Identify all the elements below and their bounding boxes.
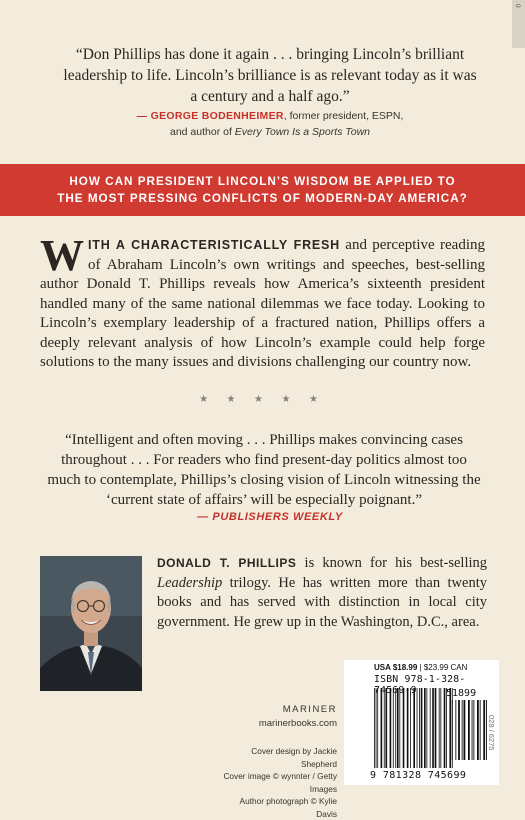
ean-barcode-bar xyxy=(385,688,387,768)
ean-barcode-bar xyxy=(403,688,405,768)
ean-barcode-bar xyxy=(424,688,426,768)
ean-barcode-bar xyxy=(390,688,392,768)
drop-cap: W xyxy=(40,231,84,280)
ean-barcode-bar xyxy=(421,688,423,768)
ean-barcode-bar xyxy=(419,688,420,768)
addon-barcode-bar xyxy=(458,700,460,760)
review-quote: “Intelligent and often moving . . . Phillips makes convincing cases throughout . . . For readers who find present-day politics almost too much to contemplate, Phillips’s closing vision of Lincoln witnessing the ‘current state of affairs’ will be especially poignant.” xyxy=(47,432,481,508)
addon-barcode-bar xyxy=(455,700,456,760)
ean-barcode-bar xyxy=(407,688,409,768)
author-photo xyxy=(40,556,142,691)
top-endorsement-quote: “Don Phillips has done it again . . . bringing Lincoln’s brilliant leadership to life. Lincoln’s brilliance is as relevant today as it was a century and a half ago.” xyxy=(63,46,477,105)
cover-credits xyxy=(217,745,337,820)
addon-barcode-bar xyxy=(473,700,474,760)
spine-edge-code: 028 / 6275 xyxy=(487,715,496,751)
banner-line-1: HOW CAN PRESIDENT LINCOLN’S WISDOM BE APPLIED TO xyxy=(69,175,456,188)
lead-in-caps: ITH A CHARACTERISTICALLY FRESH xyxy=(88,238,341,252)
top-endorsement-attribution xyxy=(60,108,480,140)
author-bio xyxy=(157,554,487,632)
addon-barcode-bar xyxy=(480,700,481,760)
addon-barcode-bar xyxy=(452,700,453,760)
ean-digits: 9 781328 745699 xyxy=(370,770,467,781)
ean-barcode-bar xyxy=(384,688,385,768)
bio-text-2: trilogy. He has written more than twenty books and has served with distinction in local city government. He grew up in the Washington, D.C., area. xyxy=(157,574,487,630)
publisher-block xyxy=(237,703,337,731)
addon-barcode-bar xyxy=(450,700,451,760)
question-banner xyxy=(0,164,525,216)
ean-barcode-bar xyxy=(432,688,434,768)
bio-book-title: Leadership xyxy=(157,574,223,591)
ean-barcode-bar xyxy=(444,688,446,768)
ean-barcode-bar xyxy=(395,688,396,768)
ean-barcode-bar xyxy=(446,688,447,768)
publisher-name: MARINER xyxy=(282,704,337,715)
description-body xyxy=(40,231,485,373)
ean-barcode-bar xyxy=(440,688,441,768)
price-can: | $23.99 CAN xyxy=(417,663,468,672)
author-name: DONALD T. PHILLIPS xyxy=(157,556,297,570)
banner-text xyxy=(30,173,495,207)
ean-barcode-bar xyxy=(381,688,383,768)
addon-barcode-bar xyxy=(462,700,463,760)
publisher-url: marinerbooks.com xyxy=(258,718,337,729)
ean-barcode-bar xyxy=(399,688,400,768)
credit-design: Cover design by Jackie Shepherd xyxy=(251,746,337,769)
banner-line-2: THE MOST PRESSING CONFLICTS OF MODERN-DAY AMERICA? xyxy=(57,192,468,205)
ean-barcode-bar xyxy=(393,688,394,768)
addon-barcode-bar xyxy=(464,700,466,760)
price-line xyxy=(374,663,496,672)
ean-barcode-bar xyxy=(426,688,427,768)
ean-barcode-bar xyxy=(397,688,399,768)
attribution-line-1 xyxy=(60,108,480,124)
bio-text-1: is known for his best-selling xyxy=(296,555,487,571)
review-attribution: — PUBLISHERS WEEKLY xyxy=(197,511,343,523)
star-divider: ★ ★ ★ ★ ★ xyxy=(199,394,326,405)
endorser-book-title: Every Town Is a Sports Town xyxy=(234,126,370,138)
ean-barcode-bar xyxy=(413,688,415,768)
credit-image: Cover image © wynnter / Getty Images xyxy=(223,771,337,794)
barcode-panel xyxy=(344,660,499,785)
addon-barcode-bar xyxy=(468,700,470,760)
description-text: and perceptive reading of Abraham Lincoln’s own writings and speeches, best-selling author Donald T. Phillips reveals how America’s sixteenth president handled many of the same national dilemmas we face today. Looking to Lincoln’s exemplary leadership of a fractured nation, Phillips offers a deeply relevant analysis of how Lincoln’s example could help forge solutions to the many issues and divisions challenging our country now. xyxy=(40,237,485,370)
corner-code: 0 xyxy=(514,4,521,8)
price-usd: USA $18.99 xyxy=(374,663,418,672)
endorser-role: , former president, ESPN, xyxy=(283,110,404,122)
ean-barcode-bar xyxy=(430,688,431,768)
attribution-line-2 xyxy=(60,124,480,140)
endorser-and-author: and author of xyxy=(169,126,235,138)
ean-barcode-bar xyxy=(435,688,437,768)
ean-barcode-bar xyxy=(439,688,440,768)
ean-barcode-bar xyxy=(376,688,377,768)
attribution-dash: — xyxy=(136,110,151,122)
ean-barcode-bar xyxy=(417,688,418,768)
price-addon-digits: 51899 xyxy=(446,688,477,699)
addon-barcode-bar xyxy=(477,700,479,760)
endorser-name: GEORGE BODENHEIMER xyxy=(150,110,284,122)
isbn-text: ISBN 978-1-328-74569-9 xyxy=(374,674,466,696)
ean-barcode-bar xyxy=(410,688,411,768)
author-portrait-illustration xyxy=(40,556,142,691)
ean-barcode-bar xyxy=(377,688,378,768)
credit-photo: Author photograph © Kylie Davis xyxy=(239,796,337,819)
ean-barcode-bar xyxy=(374,688,375,768)
addon-barcode-bar xyxy=(472,700,473,760)
